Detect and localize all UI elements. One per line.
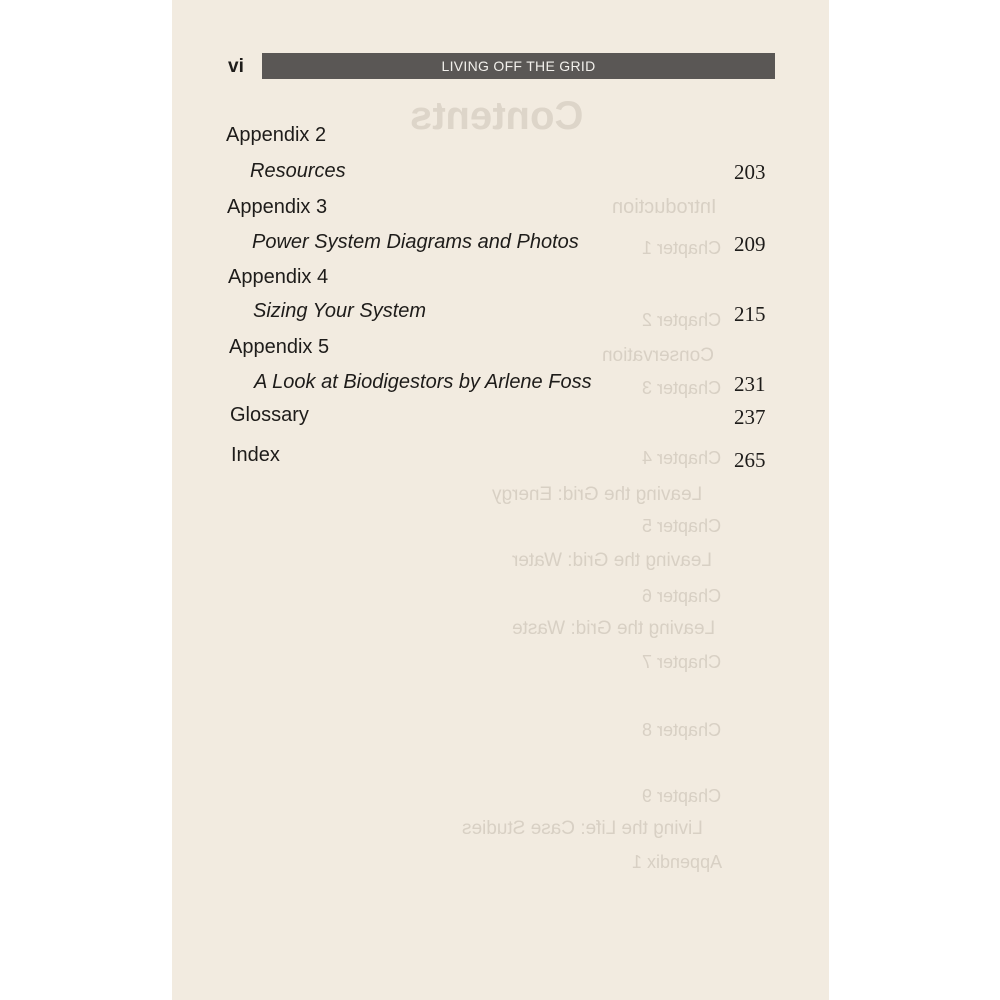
- toc-appendix-4: Appendix 4: [228, 266, 329, 288]
- toc-appendix-5-title: A Look at Biodigestors by Arlene Foss: [254, 371, 592, 393]
- toc-appendix-4-title: Sizing Your System: [253, 300, 427, 322]
- page-number: vi: [228, 56, 244, 77]
- toc-appendix-2-page: 203: [734, 160, 766, 184]
- book-page: Contents Introduction Chapter 1 Chapter 2 Conservation Chapter 3 Chapter 4 Leaving the Grid: Energy Chapter 5 Leaving the Grid: Water Chapter 6 Leaving the Grid: Waste Chapter 7 Chapter 8 Chapter 9 Living the Life: Case Studies Appendix 1 vi LIVING OFF THE GRID Appendix 2 Resources 203 Appendix 3 Power System Diagrams and Photos 209 Appendix 4 Sizing Your System 215 Appendix 5 A Look at Biodigestors by Arlene Foss 231 Glossary 237 Index 265: [172, 0, 829, 1000]
- toc-appendix-2-title: Resources: [250, 160, 346, 182]
- running-title: LIVING OFF THE GRID: [441, 58, 596, 74]
- toc-appendix-2: Appendix 2: [226, 124, 327, 146]
- toc-index: Index: [231, 444, 280, 466]
- running-header: [262, 53, 775, 79]
- toc-appendix-3: Appendix 3: [227, 196, 328, 218]
- toc-glossary-page: 237: [734, 405, 766, 429]
- toc-appendix-5-page: 231: [734, 372, 766, 396]
- toc-appendix-5: Appendix 5: [229, 336, 330, 358]
- toc-glossary: Glossary: [230, 404, 309, 426]
- toc-appendix-3-title: Power System Diagrams and Photos: [252, 231, 579, 253]
- show-through-title: Contents: [410, 94, 584, 138]
- toc-index-page: 265: [734, 448, 766, 472]
- toc-appendix-3-page: 209: [734, 232, 766, 256]
- toc-appendix-4-page: 215: [734, 302, 766, 326]
